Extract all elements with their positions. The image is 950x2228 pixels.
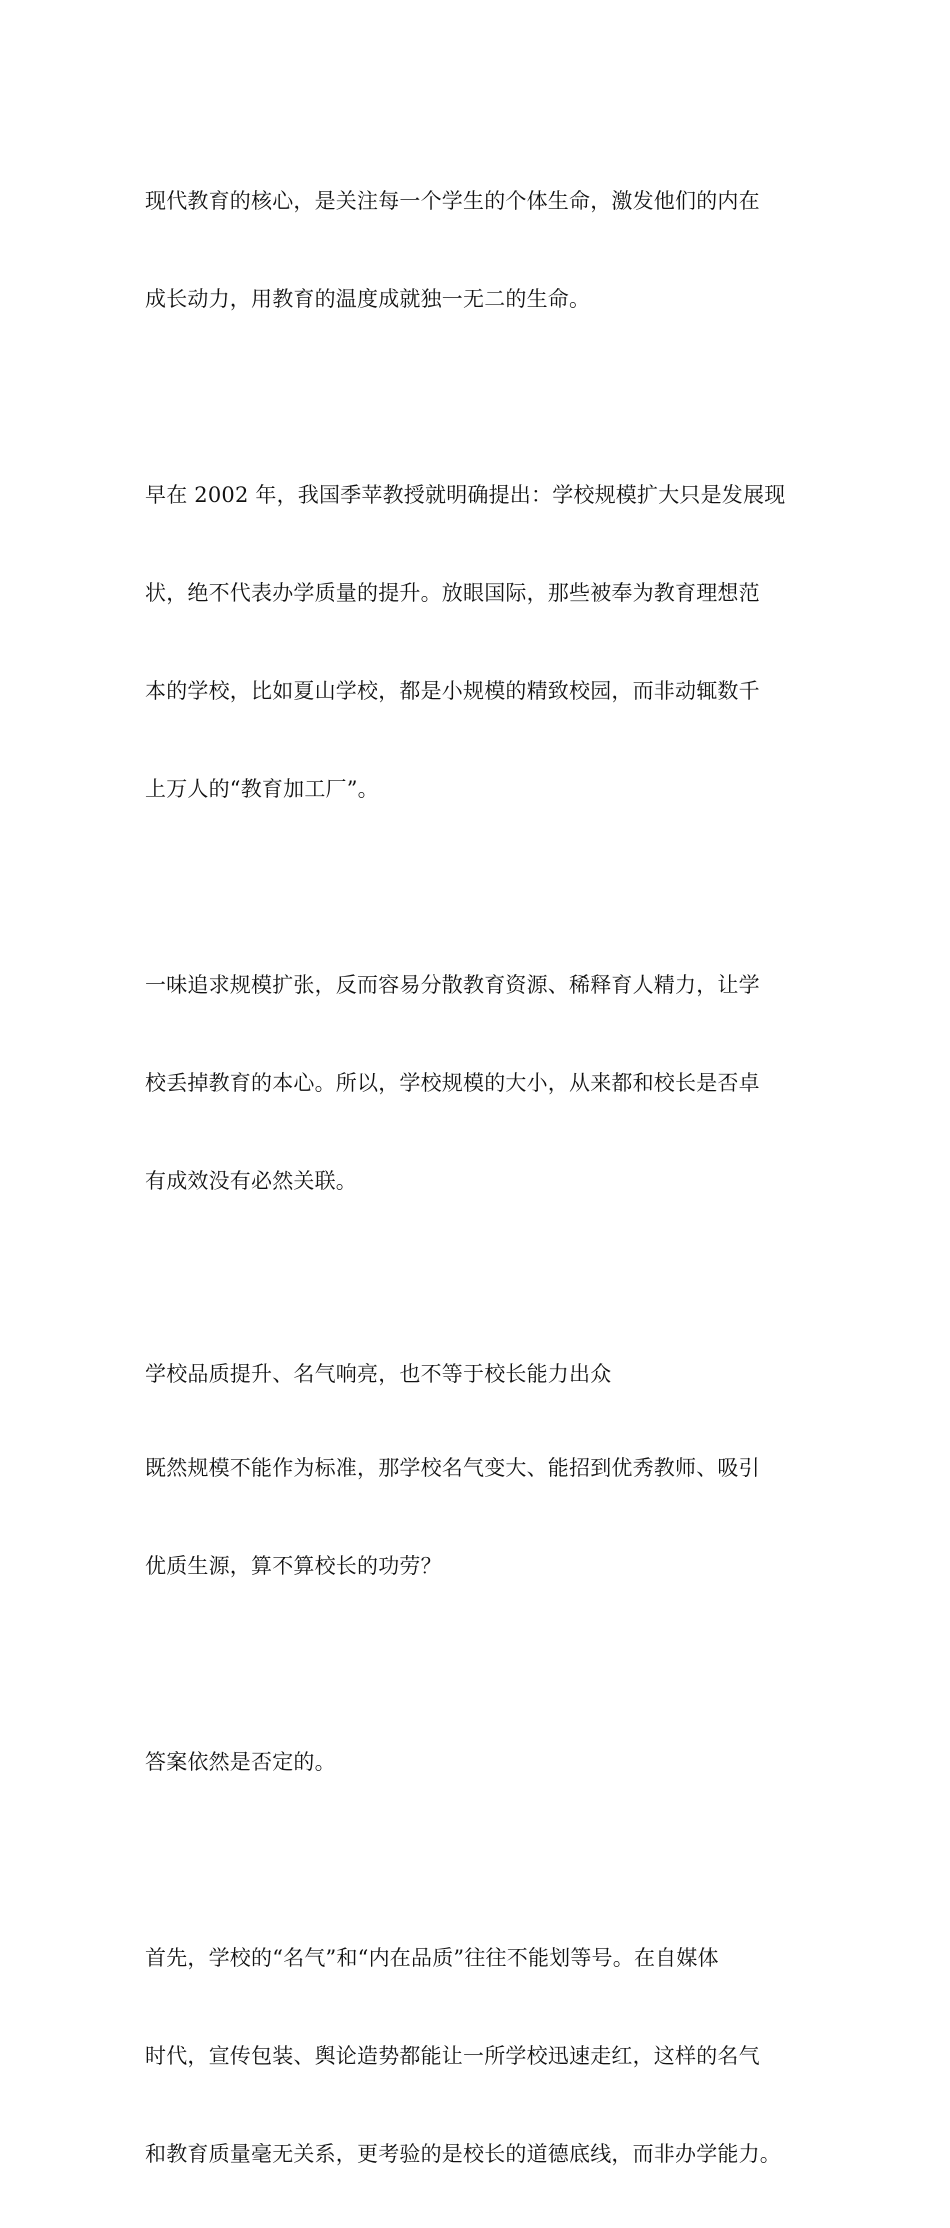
- text-line: 一味追求规模扩张，反而容易分散教育资源、稀释育人精力，让学: [145, 973, 760, 997]
- text-line: 成长动力，用教育的温度成就独一无二的生命。: [145, 287, 591, 311]
- text-line: 现代教育的核心，是关注每一个学生的个体生命，激发他们的内在: [145, 189, 760, 213]
- text-line: 校丢掉教育的本心。所以，学校规模的大小，从来都和校长是否卓: [145, 1071, 760, 1095]
- paragraph-3: [145, 912, 810, 1255]
- paragraph-4: [145, 1304, 810, 1640]
- paragraph-5: [145, 1689, 810, 1836]
- text-line: 有成效没有必然关联。: [145, 1169, 357, 1193]
- paragraph-1: [145, 128, 810, 373]
- section-heading: 学校品质提升、名气响亮，也不等于校长能力出众: [145, 1362, 612, 1386]
- document-body: [145, 128, 810, 2228]
- text-line: 时代，宣传包装、舆论造势都能让一所学校迅速走红，这样的名气: [145, 2044, 760, 2068]
- text-line: 既然规模不能作为标准，那学校名气变大、能招到优秀教师、吸引: [145, 1456, 760, 1480]
- text-line: 优质生源，算不算校长的功劳？: [145, 1554, 442, 1578]
- text-line: 本的学校，比如夏山学校，都是小规模的精致校园，而非动辄数千: [145, 679, 760, 703]
- text-line: 首先，学校的“名气”和“内在品质”往往不能划等号。在自媒体: [145, 1946, 719, 1970]
- text-line: 答案依然是否定的。: [145, 1750, 336, 1774]
- text-line: 状，绝不代表办学质量的提升。放眼国际，那些被奉为教育理想范: [145, 581, 760, 605]
- paragraph-6: [145, 1885, 810, 2228]
- text-line: 和教育质量毫无关系，更考验的是校长的道德底线，而非办学能力。: [145, 2142, 781, 2166]
- text-line: 上万人的“教育加工厂”。: [145, 777, 379, 801]
- paragraph-2: [145, 422, 810, 863]
- text-line: 早在 2002 年，我国季苹教授就明确提出：学校规模扩大只是发展现: [145, 483, 786, 507]
